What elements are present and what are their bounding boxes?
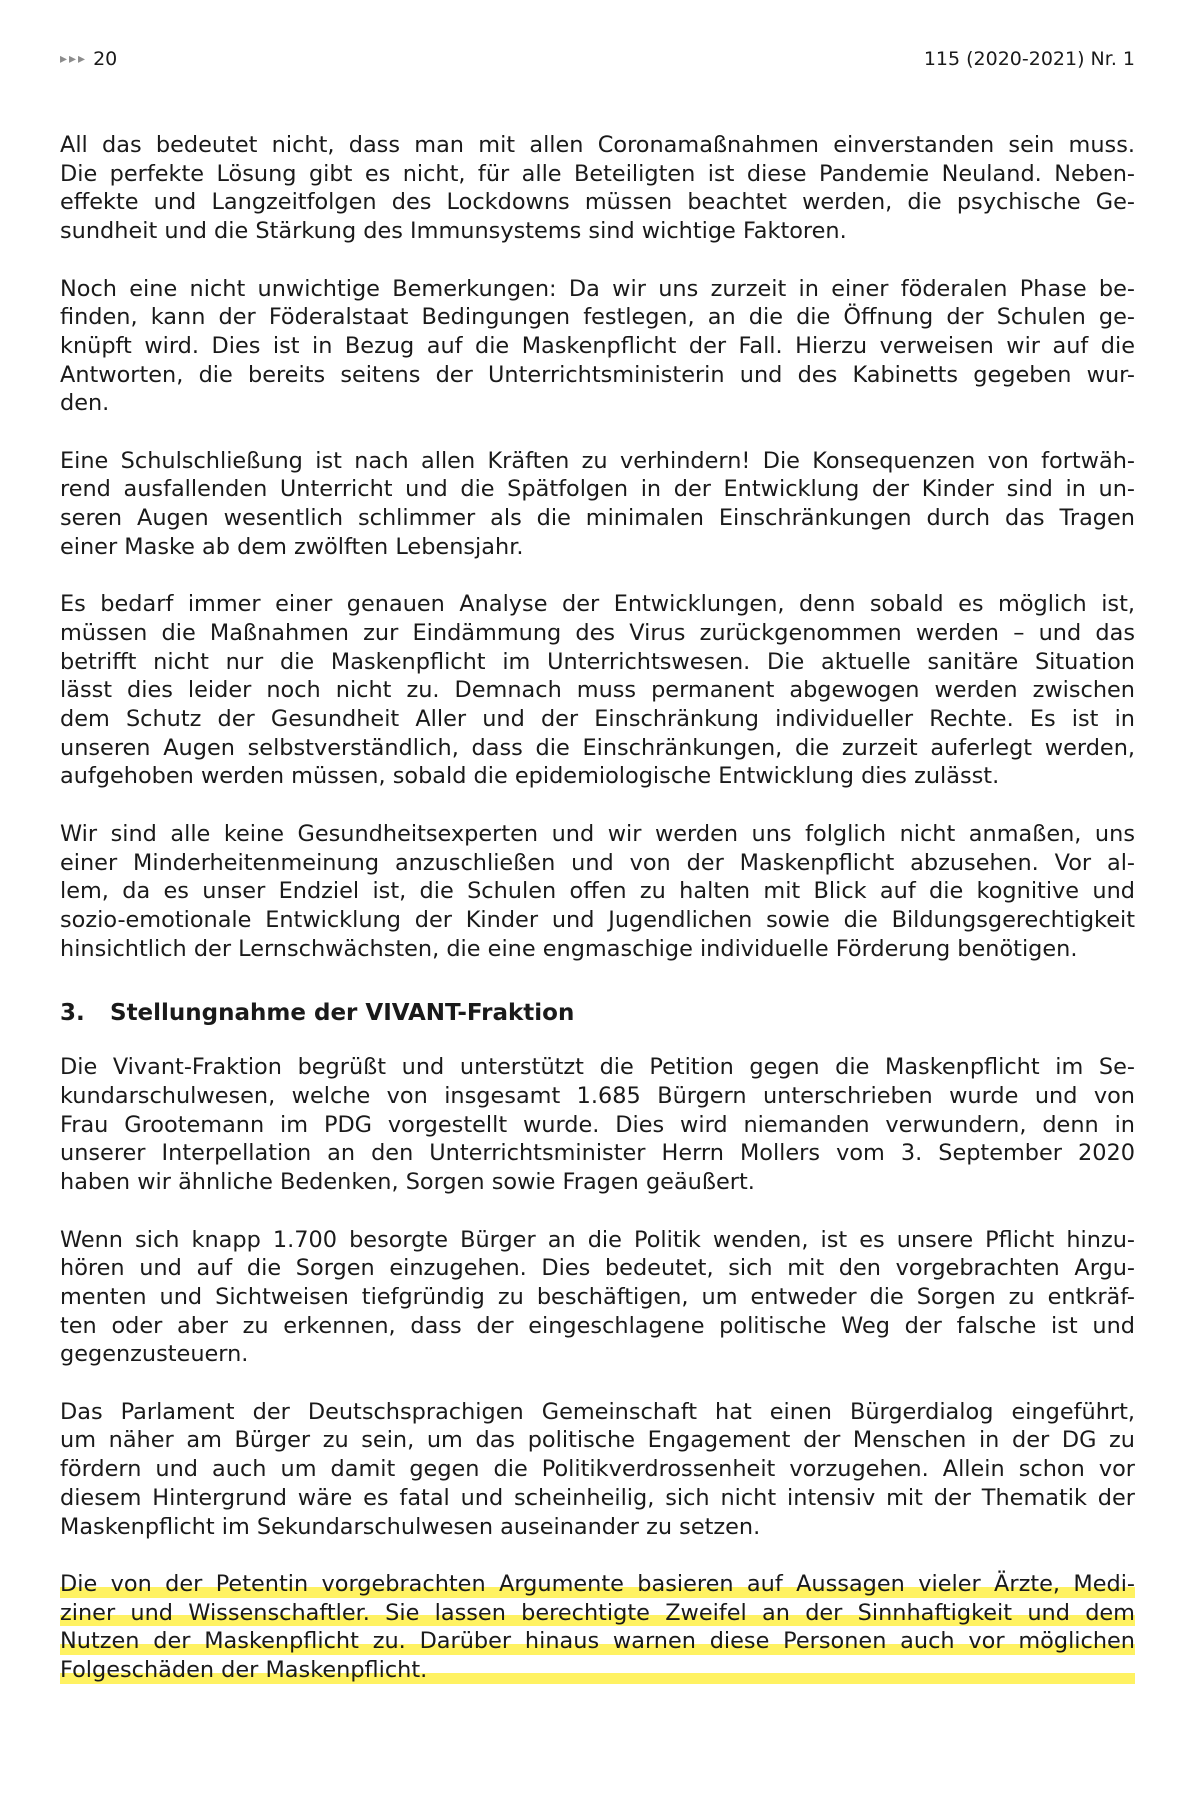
paragraph-line: rend ausfallenden Unterricht und die Spätfolgen in der Entwicklung der Kinder sind in un- [60, 476, 1135, 503]
document-reference: 115 (2020-2021) Nr. 1 [923, 48, 1135, 70]
document-body [60, 131, 1135, 1713]
page-header [60, 44, 1135, 74]
paragraph-line: Frau Grootemann im PDG vorgestellt wurde. Dies wird niemanden verwundern, denn in [60, 1111, 1135, 1138]
paragraph-line: betrifft nicht nur die Maskenpflicht im Unterrichtswesen. Die aktuelle sanitäre Situation [60, 648, 1135, 675]
paragraph-line: ziner und Wissenschaftler. Sie lassen berechtigte Zweifel an der Sinnhaftigkeit und dem [60, 1599, 1135, 1626]
paragraph-line: lem, da es unser Endziel ist, die Schulen offen zu halten mit Blick auf die kognitive und [60, 878, 1135, 905]
page-arrows-icon: ▸▸▸ [60, 51, 88, 67]
paragraph-group-1 [60, 131, 1135, 963]
paragraph-line: Nutzen der Maskenpflicht zu. Darüber hinaus warnen diese Personen auch vor möglichen [60, 1628, 1135, 1655]
paragraph-line: Die Vivant-Fraktion begrüßt und unterstützt die Petition gegen die Maskenpflicht im Se- [60, 1054, 1135, 1081]
page-number-block [60, 44, 117, 74]
paragraph-line: um näher am Bürger zu sein, um das politische Engagement der Menschen in der DG zu [60, 1427, 1135, 1454]
paragraph-line: lässt dies leider noch nicht zu. Demnach muss permanent abgewogen werden zwischen [60, 677, 1135, 704]
paragraph-line: menten und Sichtweisen tiefgründig zu beschäftigen, um entweder die Sorgen zu entkräf- [60, 1283, 1135, 1310]
paragraph-line: Wenn sich knapp 1.700 besorgte Bürger an die Politik wenden, ist es unsere Pflicht hinzu- [60, 1226, 1135, 1253]
paragraph-line: aufgehoben werden müssen, sobald die epidemiologische Entwicklung dies zulässt. [60, 763, 1000, 790]
paragraph-line: sundheit und die Stärkung des Immunsystems sind wichtige Faktoren. [60, 218, 847, 245]
paragraph-line: Es bedarf immer einer genauen Analyse der Entwicklungen, denn sobald es möglich ist, [60, 591, 1135, 618]
paragraph-line: den. [60, 390, 110, 417]
section-title: Stellungnahme der VIVANT-Fraktion [110, 1000, 575, 1027]
paragraph [60, 1570, 1135, 1685]
paragraph [60, 275, 1135, 419]
paragraph-line: unserer Interpellation an den Unterrichtsminister Herrn Mollers vom 3. September 2020 [60, 1140, 1135, 1167]
paragraph-line: Maskenpflicht im Sekundarschulwesen auseinander zu setzen. [60, 1513, 761, 1540]
paragraph-line: fördern und auch um damit gegen die Politikverdrossenheit vorzugehen. Allein schon vor [60, 1456, 1135, 1483]
paragraph [60, 820, 1135, 964]
paragraph-line: einer Maske ab dem zwölften Lebensjahr. [60, 533, 524, 560]
paragraph-line: sozio-emotionale Entwicklung der Kinder und Jugendlichen sowie die Bildungsgerechtigkeit [60, 906, 1135, 933]
paragraph-line: Die perfekte Lösung gibt es nicht, für alle Beteiligten ist diese Pandemie Neuland. Neben- [60, 160, 1135, 187]
paragraph-line: seren Augen wesentlich schlimmer als die minimalen Einschränkungen durch das Tragen [60, 505, 1135, 532]
paragraph [60, 590, 1135, 791]
section-heading [60, 998, 1135, 1028]
paragraph-line: dem Schutz der Gesundheit Aller und der Einschränkung individueller Rechte. Es ist in [60, 706, 1135, 733]
paragraph [60, 1053, 1135, 1197]
paragraph-line: Das Parlament der Deutschsprachigen Gemeinschaft hat einen Bürgerdialog eingeführt, [60, 1398, 1135, 1425]
paragraph-line: Antworten, die bereits seitens der Unterrichtsministerin und des Kabinetts gegeben wur- [60, 361, 1135, 388]
paragraph-line: Noch eine nicht unwichtige Bemerkungen: Da wir uns zurzeit in einer föderalen Phase be- [60, 275, 1135, 302]
paragraph-line: knüpft wird. Dies ist in Bezug auf die Maskenpflicht der Fall. Hierzu verweisen wir auf die [60, 332, 1135, 359]
paragraph-line: finden, kann der Föderalstaat Bedingungen festlegen, an die die Öffnung der Schulen ge- [60, 304, 1135, 331]
paragraph-line: hören und auf die Sorgen einzugehen. Dies bedeutet, sich mit den vorgebrachten Argu- [60, 1255, 1135, 1282]
paragraph-line: haben wir ähnliche Bedenken, Sorgen sowie Fragen geäußert. [60, 1169, 755, 1196]
paragraph-line: Eine Schulschließung ist nach allen Kräften zu verhindern! Die Konsequenzen von fortwäh- [60, 447, 1135, 474]
section-number: 3. [60, 1000, 85, 1027]
paragraph [60, 1398, 1135, 1542]
page-number: 20 [93, 48, 118, 70]
paragraph-line: hinsichtlich der Lernschwächsten, die eine engmaschige individuelle Förderung benötigen. [60, 935, 1078, 962]
paragraph-line: ten oder aber zu erkennen, dass der eingeschlagene politische Weg der falsche ist und [60, 1312, 1135, 1339]
paragraph-line: gegenzusteuern. [60, 1341, 249, 1368]
paragraph [60, 131, 1135, 246]
paragraph-line: Folgeschäden der Maskenpflicht. [60, 1656, 1135, 1685]
paragraph-line: müssen die Maßnahmen zur Eindämmung des Virus zurückgenommen werden – und das [60, 619, 1135, 646]
paragraph-group-2 [60, 1053, 1135, 1541]
paragraph-line: Die von der Petentin vorgebrachten Argumente basieren auf Aussagen vieler Ärzte, Medi- [60, 1570, 1135, 1597]
paragraph-line: diesem Hintergrund wäre es fatal und scheinheilig, sich nicht intensiv mit der Thematik der [60, 1484, 1135, 1511]
paragraph-line: All das bedeutet nicht, dass man mit allen Coronamaßnahmen einverstanden sein muss. [60, 132, 1135, 158]
paragraph-line: Wir sind alle keine Gesundheitsexperten und wir werden uns folglich nicht anmaßen, uns [60, 820, 1135, 847]
paragraph-line: effekte und Langzeitfolgen des Lockdowns müssen beachtet werden, die psychische Ge- [60, 189, 1135, 216]
highlighted-paragraph-group [60, 1570, 1135, 1685]
paragraph [60, 1226, 1135, 1370]
paragraph [60, 447, 1135, 562]
paragraph-line: unseren Augen selbstverständlich, dass die Einschränkungen, die zurzeit auferlegt werden, [60, 734, 1135, 761]
paragraph-line: einer Minderheitenmeinung anzuschließen und von der Maskenpflicht abzusehen. Vor al- [60, 849, 1135, 876]
paragraph-line: kundarschulwesen, welche von insgesamt 1.685 Bürgern unterschrieben wurde und von [60, 1083, 1135, 1110]
